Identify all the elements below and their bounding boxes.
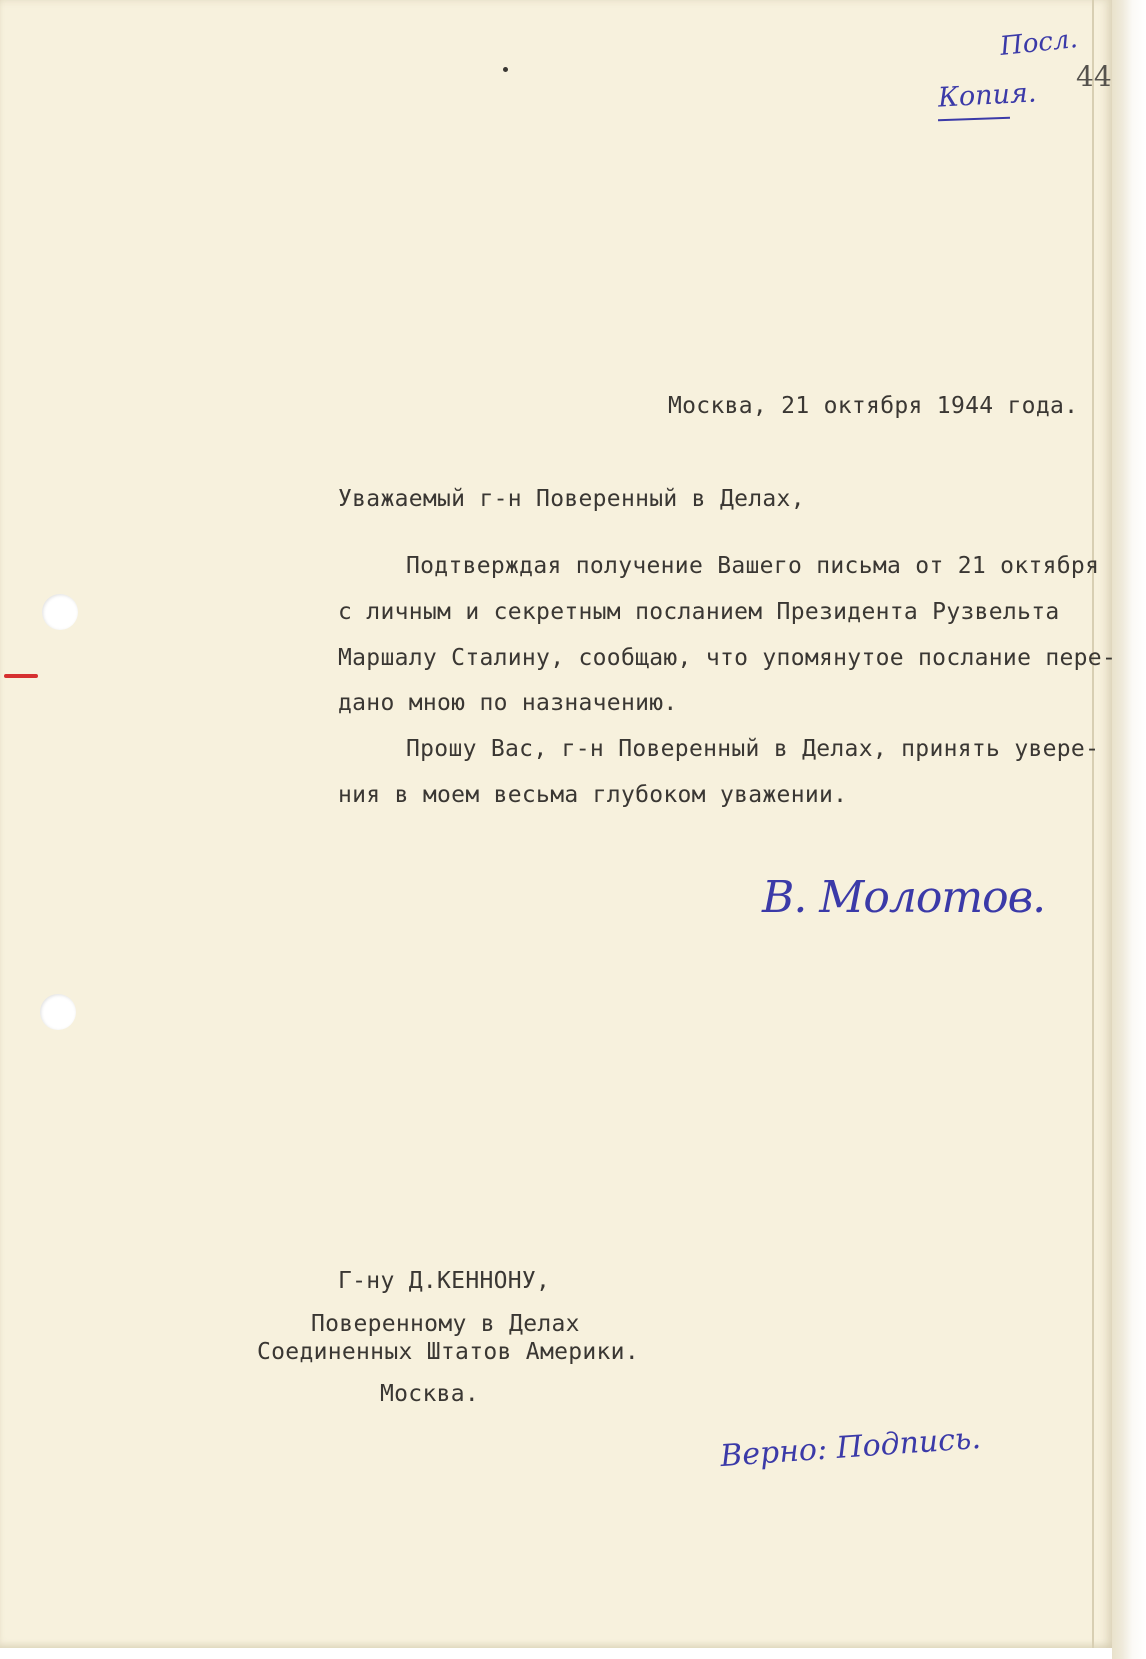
body-line: с личным и секретным посланием Президента Рузвельта	[338, 599, 1060, 625]
ink-dot	[503, 67, 508, 72]
page-edge-line	[1092, 0, 1094, 1648]
punch-hole-bottom	[40, 994, 76, 1030]
body-line: Прошу Вас, г-н Поверенный в Делах, принять увере-	[406, 736, 1100, 762]
certification-signature: Верно: Подпись.	[719, 1420, 982, 1475]
date-line: Москва, 21 октября 1944 года.	[668, 393, 1079, 419]
body-line: ния в моем весьма глубоком уважении.	[338, 782, 848, 808]
addressee-city: Москва.	[380, 1381, 480, 1407]
signature-molotov: В. Молотов.	[762, 872, 1046, 923]
punch-hole-top	[42, 594, 78, 630]
addressee-name: Г-ну Д.КЕННОНУ,	[338, 1268, 551, 1294]
body-line: Подтверждая получение Вашего письма от 21 октября	[406, 553, 1100, 579]
annotation-posl: Посл.	[998, 24, 1080, 62]
page-bottom-margin	[0, 1648, 1112, 1659]
body-line: Маршалу Сталину, сообщаю, что упомянутое послание пере-	[338, 645, 1117, 671]
body-line: дано мною по назначению.	[338, 690, 678, 716]
red-margin-mark	[4, 674, 38, 678]
addressee-title: Поверенному в Делах	[311, 1311, 580, 1337]
salutation: Уважаемый г-н Поверенный в Делах,	[338, 486, 805, 512]
page-edge-shadow	[1112, 0, 1146, 1659]
page-number: 44	[1076, 60, 1112, 93]
addressee-country: Соединенных Штатов Америки.	[257, 1339, 639, 1365]
annotation-kopiya: Копия.	[937, 77, 1038, 114]
